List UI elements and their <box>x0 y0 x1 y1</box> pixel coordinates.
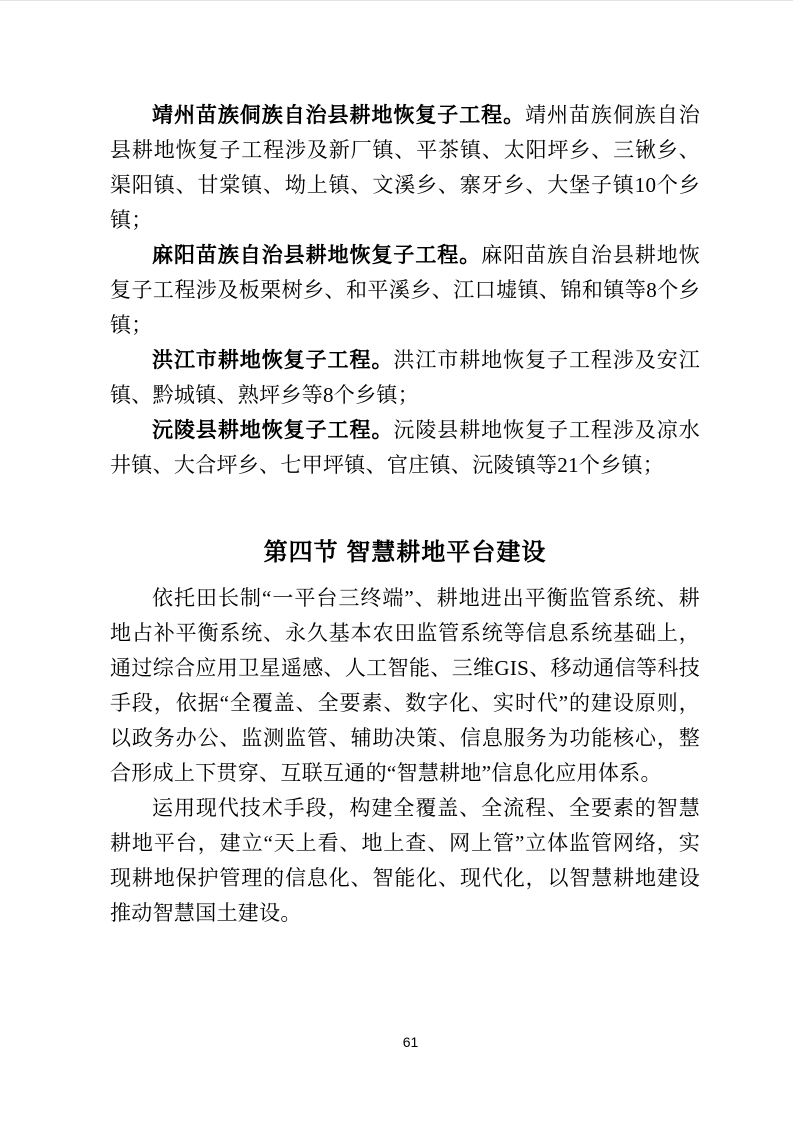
paragraph-platform-overview: 依托田长制“一平台三终端”、耕地进出平衡监管系统、耕地占补平衡系统、永久基本农田监管系统等信息系统基础上，通过综合应用卫星遥感、人工智能、三维GIS、移动通信等科技手段，依据“全覆盖、全要素、数字化、实时代”的建设原则，以政务办公、监测监管、辅助决策、信息服务为功能核心，整合形成上下贯穿、互联互通的“智慧耕地”信息化应用体系。 <box>110 586 700 785</box>
section-heading: 第四节 智慧耕地平台建设 <box>263 539 547 566</box>
paragraph-lead-bold: 沅陵县耕地恢复子工程。 <box>152 418 394 442</box>
paragraph-mayang-project <box>110 238 700 343</box>
page-number: 61 <box>402 1034 419 1050</box>
paragraph-platform-implementation: 运用现代技术手段，构建全覆盖、全流程、全要素的智慧耕地平台，建立“天上看、地上查、网上管”立体监管网络，实现耕地保护管理的信息化、智能化、现代化，以智慧耕地建设推动智慧国土建设。 <box>110 796 700 925</box>
page-body <box>110 1 700 931</box>
paragraph-text: 靖州苗族侗族自治县耕地恢复子工程涉及新厂镇、平茶镇、太阳坪乡、三锹乡、渠阳镇、甘棠镇、坳上镇、文溪乡、寨牙乡、大堡子镇10个乡镇； <box>110 103 700 232</box>
paragraph-lead-bold: 洪江市耕地恢复子工程。 <box>152 348 394 372</box>
paragraph-text: 沅陵县耕地恢复子工程涉及凉水井镇、大合坪乡、七甲坪镇、官庄镇、沅陵镇等21个乡镇； <box>110 418 700 477</box>
paragraph-yuanling-project <box>110 413 700 483</box>
paragraph-text: 麻阳苗族自治县耕地恢复子工程涉及板栗树乡、和平溪乡、江口墟镇、锦和镇等8个乡镇； <box>110 243 700 337</box>
paragraph-lead-bold: 麻阳苗族自治县耕地恢复子工程。 <box>152 243 482 267</box>
paragraph-lead-bold: 靖州苗族侗族自治县耕地恢复子工程。 <box>152 103 526 127</box>
paragraph-text: 洪江市耕地恢复子工程涉及安江镇、黔城镇、熟坪乡等8个乡镇； <box>110 348 700 407</box>
paragraph-hongjiang-project <box>110 343 700 413</box>
paragraph-jingzhou-project <box>110 98 700 238</box>
